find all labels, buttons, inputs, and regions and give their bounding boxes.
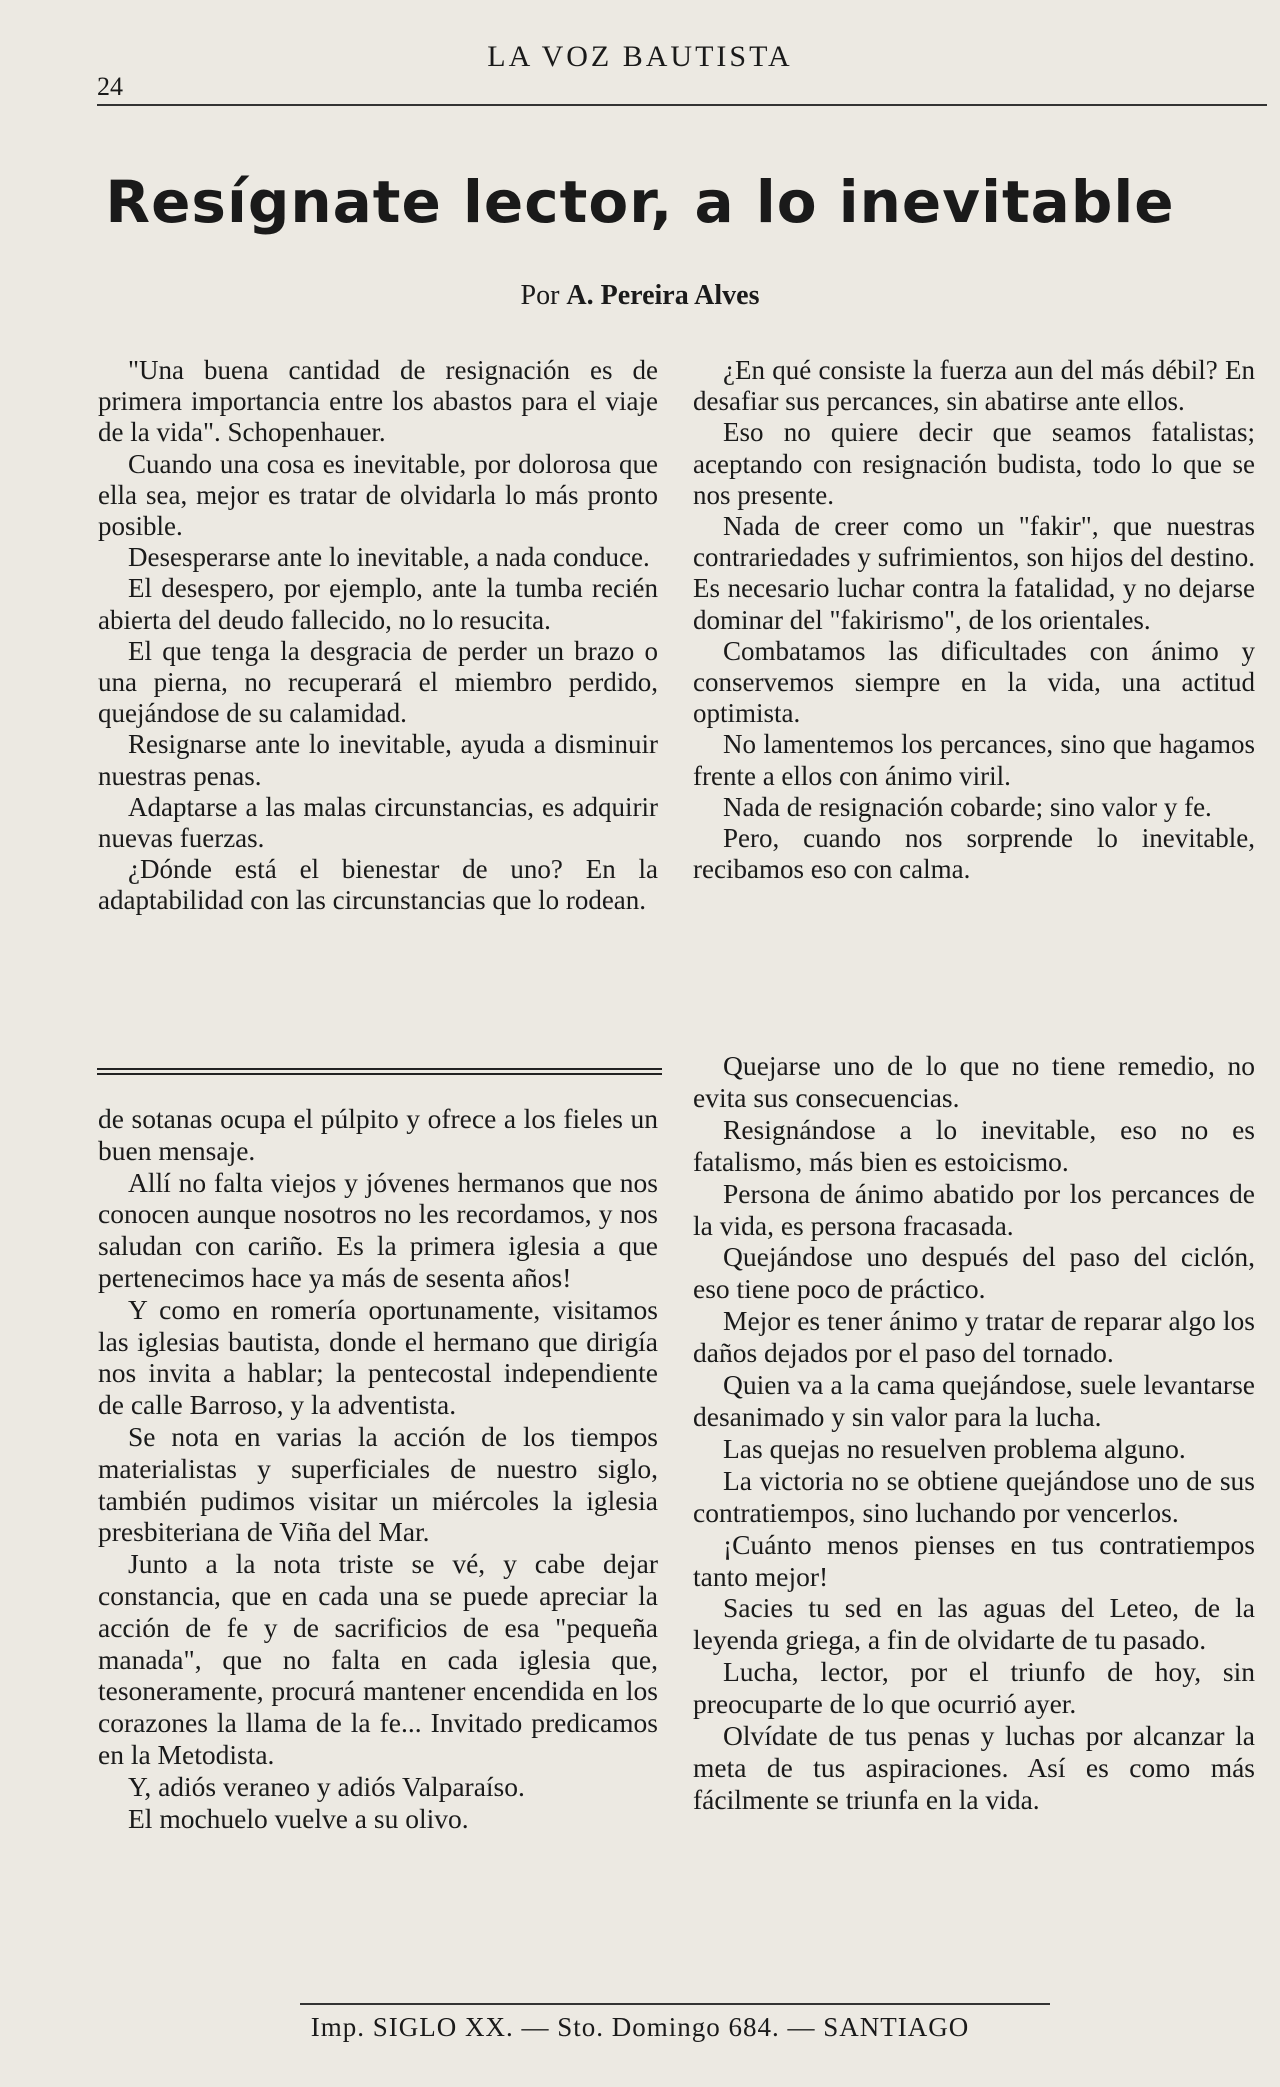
paragraph: Sacies tu sed en las aguas del Leteo, de la leyenda griega, a fin de olvidarte de tu pasado. bbox=[693, 1592, 1255, 1656]
footer-rule bbox=[300, 2003, 1050, 2005]
author-name: A. Pereira Alves bbox=[566, 280, 760, 311]
article-separator bbox=[97, 1068, 662, 1075]
running-head: LA VOZ BAUTISTA bbox=[487, 40, 793, 73]
byline bbox=[0, 280, 1280, 312]
article-title: Resígnate lector, a lo inevitable bbox=[105, 168, 1175, 236]
paragraph: La victoria no se obtiene quejándose uno de sus contratiempos, sino luchando por vencerlos. bbox=[693, 1464, 1255, 1528]
paragraph: Se nota en varias la acción de los tiempos materialistas y superficiales de nuestro siglo, también pudimos visitar un miércoles la iglesia presbiteriana de Viña del Mar. bbox=[98, 1420, 658, 1548]
paragraph: Las quejas no resuelven problema alguno. bbox=[723, 1432, 1186, 1464]
paragraph: Persona de ánimo abatido por los percances de la vida, es persona fracasada. bbox=[693, 1177, 1255, 1241]
paragraph: Resignarse ante lo inevitable, ayuda a disminuir nuestras penas. bbox=[98, 729, 658, 791]
column-right-bottom bbox=[693, 1050, 1255, 1816]
paragraph: Quejándose uno después del paso del ciclón, eso tiene poco de práctico. bbox=[693, 1241, 1255, 1305]
paragraph: Pero, cuando nos sorprende lo inevitable, recibamos eso con calma. bbox=[693, 823, 1255, 885]
column-left-bottom bbox=[98, 1103, 658, 1834]
paragraph: El mochuelo vuelve a su olivo. bbox=[128, 1802, 469, 1834]
paragraph: Junto a la nota triste se vé, y cabe dejar constancia, que en cada una se puede apreciar la acción de fe y de sacrificios de esa "pequeña manada", que no falta en cada iglesia que, tesoneramente, procurá mantener encendida en los corazones la llama de la fe... Invitado predicamos en la Metodista. bbox=[98, 1548, 658, 1770]
paragraph: Nada de resignación cobarde; sino valor y fe. bbox=[723, 791, 1212, 822]
paragraph: Adaptarse a las malas circunstancias, es adquirir nuevas fuerzas. bbox=[98, 791, 658, 854]
paragraph: Cuando una cosa es inevitable, por dolorosa que ella sea, mejor es tratar de olvidarla lo más pronto posible. bbox=[98, 448, 658, 542]
paragraph: Quejarse uno de lo que no tiene remedio, no evita sus consecuencias. bbox=[693, 1050, 1255, 1113]
printer-imprint: Imp. SIGLO XX. — Sto. Domingo 684. — SANTIAGO bbox=[310, 2012, 970, 2042]
paragraph: Eso no quiere decir que seamos fatalistas; aceptando con resignación budista, todo lo que se nos presente. bbox=[693, 417, 1255, 510]
paragraph: "Una buena cantidad de resignación es de primera importancia entre los abastos para el viaje de la vida". Schopenhauer. bbox=[98, 355, 658, 448]
paragraph: ¡Cuánto menos pienses en tus contratiempos tanto mejor! bbox=[693, 1528, 1255, 1592]
paragraph: ¿Dónde está el bienestar de uno? En la adaptabilidad con las circunstancias que lo rodean. bbox=[98, 854, 658, 916]
column-left-top bbox=[98, 355, 658, 917]
paragraph: El que tenga la desgracia de perder un brazo o una pierna, no recuperará el miembro perdido, quejándose de su calamidad. bbox=[98, 635, 658, 729]
paragraph: Combatamos las dificultades con ánimo y conservemos siempre en la vida, una actitud optimista. bbox=[693, 635, 1255, 729]
paragraph: ¿En qué consiste la fuerza aun del más débil? En desafiar sus percances, sin abatirse ante ellos. bbox=[693, 355, 1255, 417]
paragraph: Resignándose a lo inevitable, eso no es fatalismo, más bien es estoicismo. bbox=[693, 1113, 1255, 1177]
header-rule bbox=[97, 104, 1267, 106]
paragraph: No lamentemos los percances, sino que hagamos frente a ellos con ánimo viril. bbox=[693, 729, 1255, 791]
page-number: 24 bbox=[97, 72, 123, 101]
paragraph: Allí no falta viejos y jóvenes hermanos que nos conocen aunque nosotros no les recordamos, y nos saludan con cariño. Es la primera iglesia a que pertenecimos hace ya más de sesenta años! bbox=[98, 1166, 658, 1293]
paragraph: Desesperarse ante lo inevitable, a nada conduce. bbox=[128, 542, 650, 573]
paragraph: Y como en romería oportunamente, visitamos las iglesias bautista, donde el hermano que dirigía nos invita a hablar; la pentecostal independiente de calle Barroso, y la adventista. bbox=[98, 1293, 658, 1421]
paragraph: El desespero, por ejemplo, ante la tumba recién abierta del deudo fallecido, no lo resucita. bbox=[98, 573, 658, 635]
paragraph: Nada de creer como un "fakir", que nuestras contrariedades y sufrimientos, son hijos del destino. Es necesario luchar contra la fatalidad, y no dejarse dominar del "fakirismo", de los orientales. bbox=[693, 511, 1255, 635]
paragraph: de sotanas ocupa el púlpito y ofrece a los fieles un buen mensaje. bbox=[98, 1103, 658, 1166]
paragraph: Olvídate de tus penas y luchas por alcanzar la meta de tus aspiraciones. Así es como más fácilmente se triunfa en la vida. bbox=[693, 1720, 1255, 1815]
column-right-top bbox=[693, 355, 1255, 885]
paragraph: Mejor es tener ánimo y tratar de reparar algo los daños dejados por el paso del tornado. bbox=[693, 1305, 1255, 1369]
paragraph: Quien va a la cama quejándose, suele levantarse desanimado y sin valor para la lucha. bbox=[693, 1369, 1255, 1432]
byline-prefix: Por bbox=[520, 280, 560, 311]
paragraph: Y, adiós veraneo y adiós Valparaíso. bbox=[128, 1770, 525, 1802]
paragraph: Lucha, lector, por el triunfo de hoy, sin preocuparte de lo que ocurrió ayer. bbox=[693, 1656, 1255, 1720]
